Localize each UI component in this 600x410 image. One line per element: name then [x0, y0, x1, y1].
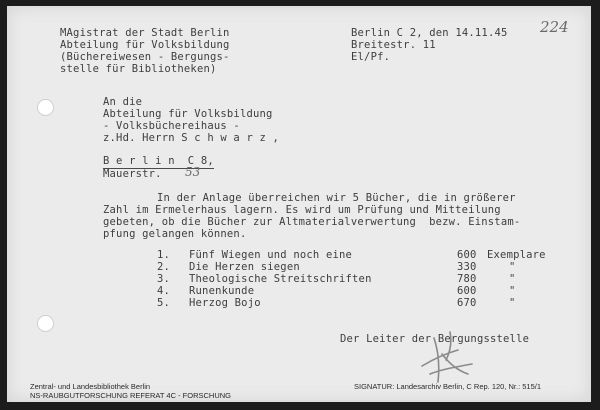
book-count: 600	[457, 249, 477, 261]
sender-line-1: MAgistrat der Stadt Berlin	[60, 27, 230, 39]
place-date: Berlin C 2, den 14.11.45	[351, 27, 508, 39]
list-item	[157, 250, 567, 261]
book-unit: "	[509, 297, 516, 309]
body-line-1: In der Anlage überreichen wir 5 Bücher, die in größerer	[157, 192, 516, 204]
book-number: 4.	[157, 285, 171, 297]
book-count: 780	[457, 273, 477, 285]
book-unit: "	[509, 285, 516, 297]
recipient-line-1: An die	[103, 96, 143, 108]
sender-line-2: Abteilung für Volksbildung	[60, 39, 230, 51]
recipient-line-2: Abteilung für Volksbildung	[103, 108, 273, 120]
sender-line-3: (Büchereiwesen - Bergungs-	[60, 51, 230, 63]
body-line-4: pfung gelangen können.	[103, 228, 247, 240]
signature-line: Der Leiter der Bergungsstelle	[340, 333, 530, 345]
book-unit: "	[509, 273, 516, 285]
book-unit: "	[509, 261, 516, 273]
handwritten-signature	[412, 324, 482, 386]
book-title: Fünf Wiegen und noch eine	[189, 249, 353, 261]
reference-initials: El/Pf.	[351, 51, 391, 63]
archive-number: 224	[540, 18, 569, 36]
letter-sheet	[7, 6, 591, 402]
book-number: 2.	[157, 261, 171, 273]
book-count: 670	[457, 297, 477, 309]
punch-hole-top	[38, 100, 53, 115]
body-line-3: gebeten, ob die Bücher zur Altmaterialverwertung bezw. Einstam-	[103, 216, 521, 228]
list-item	[157, 262, 567, 273]
footer-department: NS-RAUBGUTFORSCHUNG REFERAT 4C - FORSCHUNG	[30, 391, 231, 400]
recipient-line-4: z.Hd. Herrn S c h w a r z ,	[103, 132, 280, 144]
footer-library: Zentral- und Landesbibliothek Berlin	[30, 382, 151, 391]
book-title: Herzog Bojo	[189, 297, 261, 309]
list-item	[157, 298, 567, 309]
sender-street: Breitestr. 11	[351, 39, 436, 51]
book-unit: Exemplare	[487, 249, 546, 261]
list-item	[157, 286, 567, 297]
body-line-2: Zahl im Ermelerhaus lagern. Es wird um Prüfung und Mitteilung	[103, 204, 501, 216]
book-number: 1.	[157, 249, 171, 261]
book-number: 5.	[157, 297, 171, 309]
book-count: 330	[457, 261, 477, 273]
recipient-line-3: - Volksbüchereihaus -	[103, 120, 240, 132]
book-count: 600	[457, 285, 477, 297]
list-item	[157, 274, 567, 285]
punch-hole-bottom	[38, 316, 53, 331]
address-street: Mauerstr.	[103, 168, 162, 180]
sender-line-4: stelle für Bibliotheken)	[60, 63, 217, 75]
address-city: B e r l i n C 8,	[103, 155, 214, 167]
footer-signature: SIGNATUR: Landesarchiv Berlin, C Rep. 120, Nr.: 515/1	[354, 382, 542, 391]
book-number: 3.	[157, 273, 171, 285]
book-title: Runenkunde	[189, 285, 255, 297]
book-title: Die Herzen siegen	[189, 261, 300, 273]
address-number: 53	[185, 165, 201, 179]
book-title: Theologische Streitschriften	[189, 273, 372, 285]
